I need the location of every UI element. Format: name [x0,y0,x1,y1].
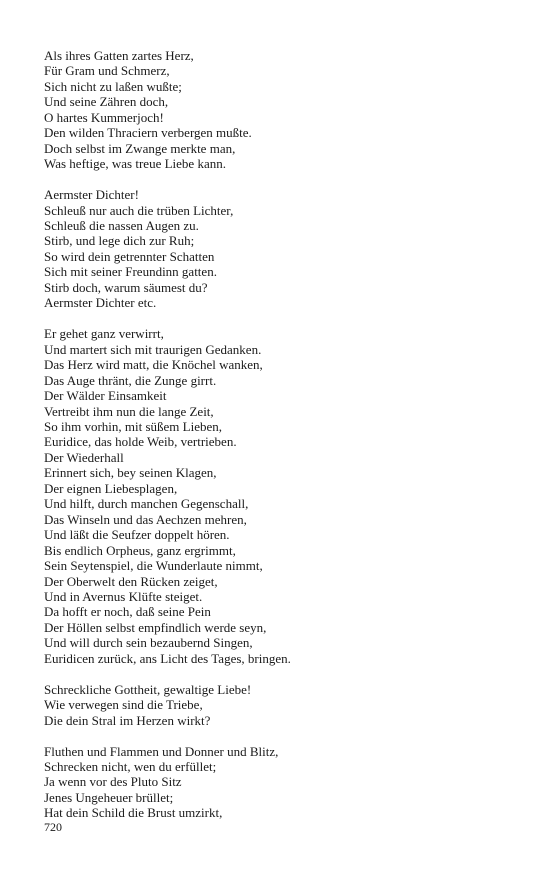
stanza-2 [44,187,524,311]
verse-line: So ihm vorhin, mit süßem Lieben, [44,418,223,434]
verse-line: Da hofft er noch, daß seine Pein [44,604,211,620]
verse-line: Ja wenn vor des Pluto Sitz [44,774,182,790]
verse-line: Hat dein Schild die Brust umzirkt, [44,805,223,821]
verse-line: Der eignen Liebesplagen, [44,480,178,496]
verse-line: Der Wiederhall [44,449,124,465]
verse-line: So wird dein getrennter Schatten [44,248,215,264]
verse-line: Sich nicht zu laßen wußte; [44,78,182,94]
verse-line: Schreckliche Gottheit, gewaltige Liebe! [44,681,252,697]
verse-line: Das Auge thränt, die Zunge girrt. [44,372,217,388]
verse-line: Und hilft, durch manchen Gegenschall, [44,496,249,512]
verse-line: Das Herz wird matt, die Knöchel wanken, [44,357,263,373]
verse-line: Den wilden Thraciern verbergen mußte. [44,125,252,141]
verse-line: Schleuß die nassen Augen zu. [44,218,199,234]
verse-line: Sein Seytenspiel, die Wunderlaute nimmt, [44,558,263,574]
verse-line: Die dein Stral im Herzen wirkt? [44,712,211,728]
verse-line: Und seine Zähren doch, [44,94,169,110]
verse-line: Erinnert sich, bey seinen Klagen, [44,465,217,481]
stanza-1 [44,48,524,172]
poem-body [44,48,524,836]
verse-line: Für Gram und Schmerz, [44,63,170,79]
verse-line: Jenes Ungeheuer brüllet; [44,789,174,805]
verse-line: Was heftige, was treue Liebe kann. [44,156,226,172]
stanza-4 [44,682,524,728]
verse-line: Vertreibt ihm nun die lange Zeit, [44,403,214,419]
verse-line: Und will durch sein bezaubernd Singen, [44,635,253,651]
verse-line: Stirb doch, warum säumest du? [44,279,208,295]
verse-line: O hartes Kummerjoch! [44,109,164,125]
verse-line: Sich mit seiner Freundinn gatten. [44,264,217,280]
verse-line: Und martert sich mit traurigen Gedanken. [44,341,262,357]
verse-line: Das Winseln und das Aechzen mehren, [44,511,247,527]
verse-line: Wie verwegen sind die Triebe, [44,697,203,713]
verse-line: Fluthen und Flammen und Donner und Blitz, [44,743,279,759]
verse-line: Aermster Dichter! [44,187,139,203]
page-number: 720 [44,820,62,834]
verse-line: Doch selbst im Zwange merkte man, [44,140,236,156]
stanza-5 [44,744,524,821]
verse-line: Und läßt die Seufzer doppelt hören. [44,527,230,543]
verse-line: Schleuß nur auch die trüben Lichter, [44,202,234,218]
verse-line: Er gehet ganz verwirrt, [44,326,164,342]
stanza-3 [44,326,524,666]
verse-line: Schrecken nicht, wen du erfüllet; [44,759,217,775]
verse-line: Der Oberwelt den Rücken zeiget, [44,573,218,589]
verse-line: Bis endlich Orpheus, ganz ergrimmt, [44,542,236,558]
verse-line: Als ihres Gatten zartes Herz, [44,48,194,63]
verse-line: Der Wälder Einsamkeit [44,388,167,404]
verse-line: Euridice, das holde Weib, vertrieben. [44,434,237,450]
verse-line: Stirb, und lege dich zur Ruh; [44,233,195,249]
verse-line: Aermster Dichter etc. [44,295,157,311]
verse-line: Euridicen zurück, ans Licht des Tages, bringen. [44,650,291,666]
verse-line: Der Höllen selbst empfindlich werde seyn, [44,619,267,635]
verse-line: Und in Avernus Klüfte steiget. [44,588,203,604]
